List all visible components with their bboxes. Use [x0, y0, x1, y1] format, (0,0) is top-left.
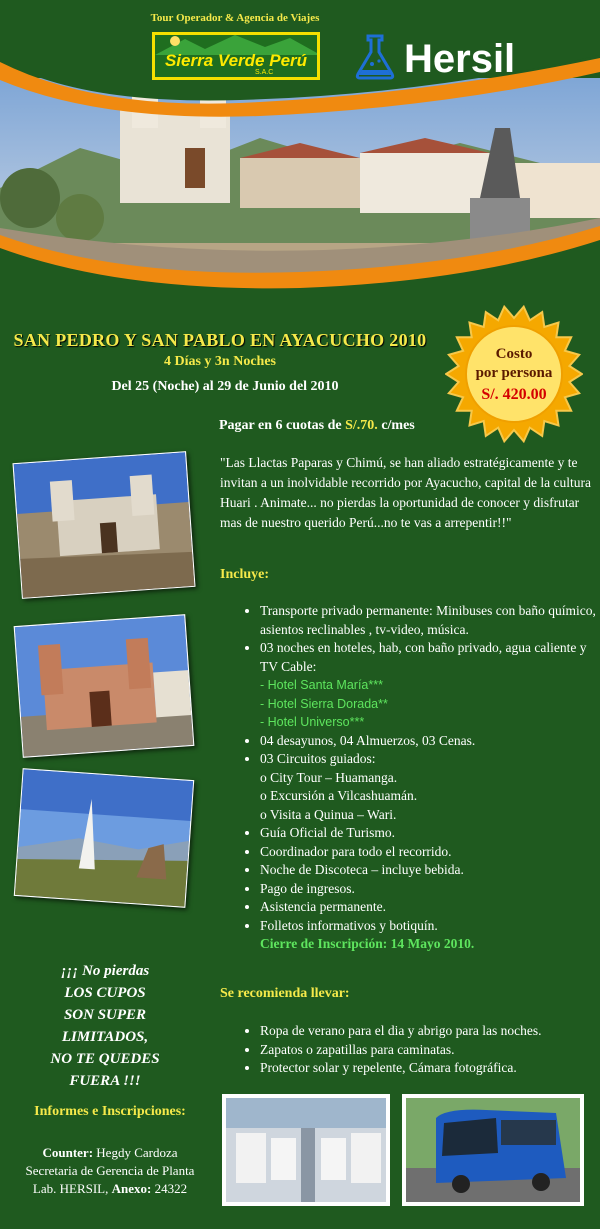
list-item: • Ropa de verano para el dia y abrigo para las noches.: [260, 1022, 600, 1041]
list-item: • Coordinador para todo el recorrido.: [260, 843, 600, 862]
hotel-name: - Hotel Universo***: [260, 715, 365, 729]
cta-line: ¡¡¡ No pierdas: [60, 963, 150, 979]
church-image: [14, 452, 195, 598]
agency-tagline: Tour Operador & Agencia de Viajes: [150, 12, 320, 24]
orange-swoosh-decoration: [0, 50, 600, 300]
bus-interior-image: [226, 1098, 386, 1202]
registration-deadline: Cierre de Inscripción: 14 Mayo 2010.: [260, 936, 475, 951]
circuit-item: o Excursión a Vilcashuamán.: [260, 788, 418, 803]
list-item: • Zapatos o zapatillas para caminatas.: [260, 1041, 600, 1060]
price-label-line2: por persona: [475, 365, 553, 381]
includes-heading: Incluye:: [220, 567, 269, 582]
contact-counter: [0, 1144, 220, 1162]
counter-name: Hegdy Cardoza: [93, 1145, 178, 1160]
bus-exterior-image: [406, 1098, 580, 1202]
list-item-text: 03 noches en hoteles, hab, con baño privado, agua caliente y TV Cable:: [260, 640, 587, 674]
tour-duration: 4 Días y 3n Noches: [163, 354, 276, 369]
sierra-verde-logo[interactable]: [152, 32, 320, 80]
cta-line: SON SUPER: [63, 1007, 147, 1023]
list-item: • Pago de ingresos.: [260, 880, 600, 899]
extension-label: Anexo:: [111, 1181, 152, 1196]
installments-amount: S/.70.: [345, 418, 378, 433]
church-photo: [12, 451, 195, 599]
intro-paragraph: "Las Llactas Paparas y Chimú, se han aliado estratégicamente y te invitan a un inolvidable recorrido por Ayacucho, capital de la cultura Huari . Animate... no pierdas la oportunidad de conocer y disfrutar mas de nuestro querido Perú...no te vas a arrepentir!!": [220, 455, 591, 530]
price-label: [445, 345, 583, 383]
contact-extension: [0, 1180, 220, 1198]
list-item: • 04 desayunos, 04 Almuerzos, 03 Cenas.: [260, 732, 600, 751]
contact-role: Secretaria de Gerencia de Planta: [25, 1163, 195, 1178]
extension-value: 24322: [151, 1181, 188, 1196]
list-item: • Protector solar y repelente, Cámara fotográfica.: [260, 1059, 600, 1078]
hotel-name: - Hotel Santa María***: [260, 678, 383, 692]
circuit-item: o City Tour – Huamanga.: [260, 769, 398, 785]
counter-label: Counter:: [42, 1145, 94, 1160]
flask-icon: [352, 34, 398, 80]
list-item: • Folletos informativos y botiquín.: [260, 917, 600, 936]
price-label-line1: Costo: [495, 346, 533, 362]
obelisk-monument-photo: [14, 768, 195, 908]
sierra-verde-logo-suffix: S.A.C: [255, 69, 274, 76]
list-item: [260, 639, 600, 732]
installments-suffix: c/mes: [377, 418, 415, 433]
list-item: • Transporte privado permanente: Minibuses con baño químico, asientos reclinables , tv-video, música.: [260, 602, 600, 639]
recommendations-list: [220, 1022, 600, 1078]
bus-exterior-photo: [402, 1094, 584, 1206]
circuit-item: o Visita a Quinua – Wari.: [260, 806, 397, 822]
tour-dates: Del 25 (Noche) al 29 de Junio del 2010: [111, 379, 339, 394]
hotel-name: - Hotel Sierra Dorada**: [260, 696, 388, 711]
cathedral-photo: [14, 614, 195, 758]
obelisk-image: [15, 769, 193, 907]
cta-line: NO TE QUEDES: [50, 1051, 160, 1067]
installments-text: [219, 418, 479, 434]
sierra-verde-logo-text: Sierra Verde Perú: [164, 51, 308, 70]
installments-prefix: Pagar en 6 cuotas de: [219, 418, 346, 433]
cathedral-image: [15, 615, 194, 757]
price-value: S/. 420.00: [481, 386, 547, 403]
cta-line: LIMITADOS,: [61, 1029, 149, 1045]
header: [0, 0, 600, 310]
contact-heading: Informes e Inscripciones:: [34, 1104, 186, 1119]
list-item: • Noche de Discoteca – incluye bebida.: [260, 861, 600, 880]
includes-list: [220, 602, 600, 954]
list-item: • Guía Oficial de Turismo.: [260, 824, 600, 843]
cta-line: LOS CUPOS: [64, 985, 146, 1001]
list-item-text: 03 Circuitos guiados:: [260, 751, 376, 766]
contact-info: [0, 1144, 220, 1198]
cta-line: FUERA !!!: [69, 1073, 141, 1089]
recommendations-heading: Se recomienda llevar:: [220, 986, 350, 1001]
bus-interior-photo: [222, 1094, 390, 1206]
list-item: [260, 750, 600, 824]
call-to-action: [0, 960, 210, 1092]
contact-company: Lab. HERSIL,: [32, 1181, 112, 1196]
list-item: • Asistencia permanente.: [260, 898, 600, 917]
hersil-logo-text: Hersil: [404, 37, 516, 81]
tour-title: SAN PEDRO Y SAN PABLO EN AYACUCHO 2010: [13, 330, 427, 350]
